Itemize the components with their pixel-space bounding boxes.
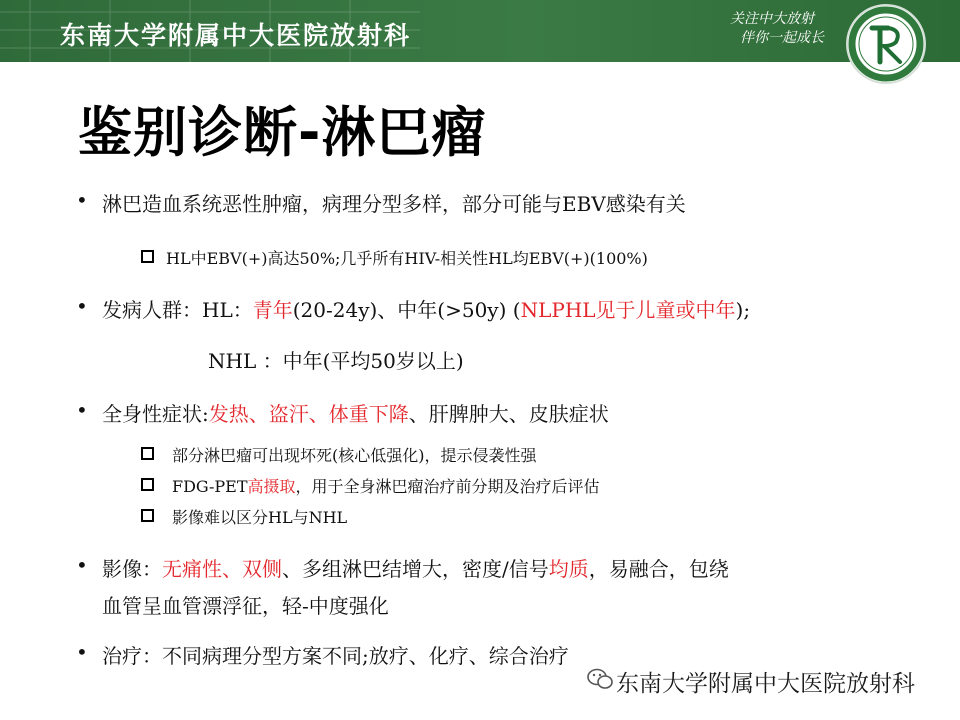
sub-bullet-3b-text: [172, 474, 600, 497]
square-bullet-icon: [141, 447, 154, 460]
department-name: 东南大学附属中大医院放射科: [60, 21, 412, 50]
wechat-watermark: 东南大学附属中大医院放射科: [616, 671, 915, 697]
bullet-4-text: [102, 553, 729, 582]
bullet-2-continuation: NHL ：中年(平均50岁以上): [208, 349, 464, 373]
square-bullet-icon: [141, 478, 154, 491]
bullet-5-text: 治疗：不同病理分型方案不同;放疗、化疗、综合治疗: [102, 644, 569, 668]
hospital-logo: [846, 4, 926, 84]
bullet-2-part: 发病人群：HL：: [102, 298, 253, 322]
bullet-dot: •: [76, 398, 88, 422]
square-bullet-icon: [141, 250, 154, 263]
slogan-line-1: 关注中大放射: [730, 11, 814, 27]
bullet-4-line-2: 血管呈血管漂浮征，轻-中度强化: [102, 594, 389, 618]
square-bullet-icon: [141, 509, 154, 522]
bullet-dot: •: [76, 294, 88, 318]
bullet-1-text: 淋巴造血系统恶性肿瘤，病理分型多样，部分可能与EBV感染有关: [102, 192, 686, 216]
slide-title: 鉴别诊断-淋巴瘤: [78, 101, 487, 164]
bullet-4-highlight: 均质: [548, 557, 589, 581]
bullet-4-highlight: 无痛性、双侧: [162, 557, 282, 581]
bullet-3-part: 、肝脾肿大、皮肤症状: [408, 402, 609, 426]
wechat-icon: [586, 667, 614, 691]
bullet-4-part: ，易融合，包绕: [588, 557, 729, 581]
bullet-4-part: 、多组淋巴结增大，密度/信号: [282, 557, 549, 581]
sub-bullet-3b-highlight: 高摄取: [247, 477, 296, 496]
bullet-dot: •: [76, 640, 88, 664]
sub-bullet-1-text: HL中EBV(+)高达50%;几乎所有HIV-相关性HL均EBV(+)(100%): [166, 249, 648, 268]
sub-bullet-3a-text: 部分淋巴瘤可出现坏死(核心低强化)，提示侵袭性强: [172, 446, 537, 465]
bullet-4-part: 影像：: [102, 557, 162, 581]
sub-bullet-3b-part: FDG-PET: [172, 477, 248, 496]
logo-emblem-icon: [848, 6, 924, 82]
slogan: [730, 10, 824, 48]
bullet-dot: •: [76, 553, 88, 577]
bullet-2-highlight: 青年: [252, 298, 293, 322]
bullet-dot: •: [76, 188, 88, 212]
sub-bullet-3c-text: 影像难以区分HL与NHL: [172, 508, 348, 527]
bullet-2-part: (20-24y)、中年(>50y) (: [292, 298, 521, 322]
bullet-2-text: [102, 294, 750, 323]
bullet-3-highlight: 发热、盗汗、体重下降: [208, 402, 409, 426]
sub-bullet-3b-part: ，用于全身淋巴瘤治疗前分期及治疗后评估: [295, 477, 600, 496]
bullet-3-text: [102, 398, 609, 427]
slogan-line-2: 伴你一起成长: [740, 30, 824, 46]
bullet-2-part: );: [735, 298, 751, 322]
header-bar: [0, 0, 960, 62]
bullet-2-highlight: NLPHL见于儿童或中年: [520, 298, 736, 322]
bullet-3-part: 全身性症状:: [102, 402, 209, 426]
